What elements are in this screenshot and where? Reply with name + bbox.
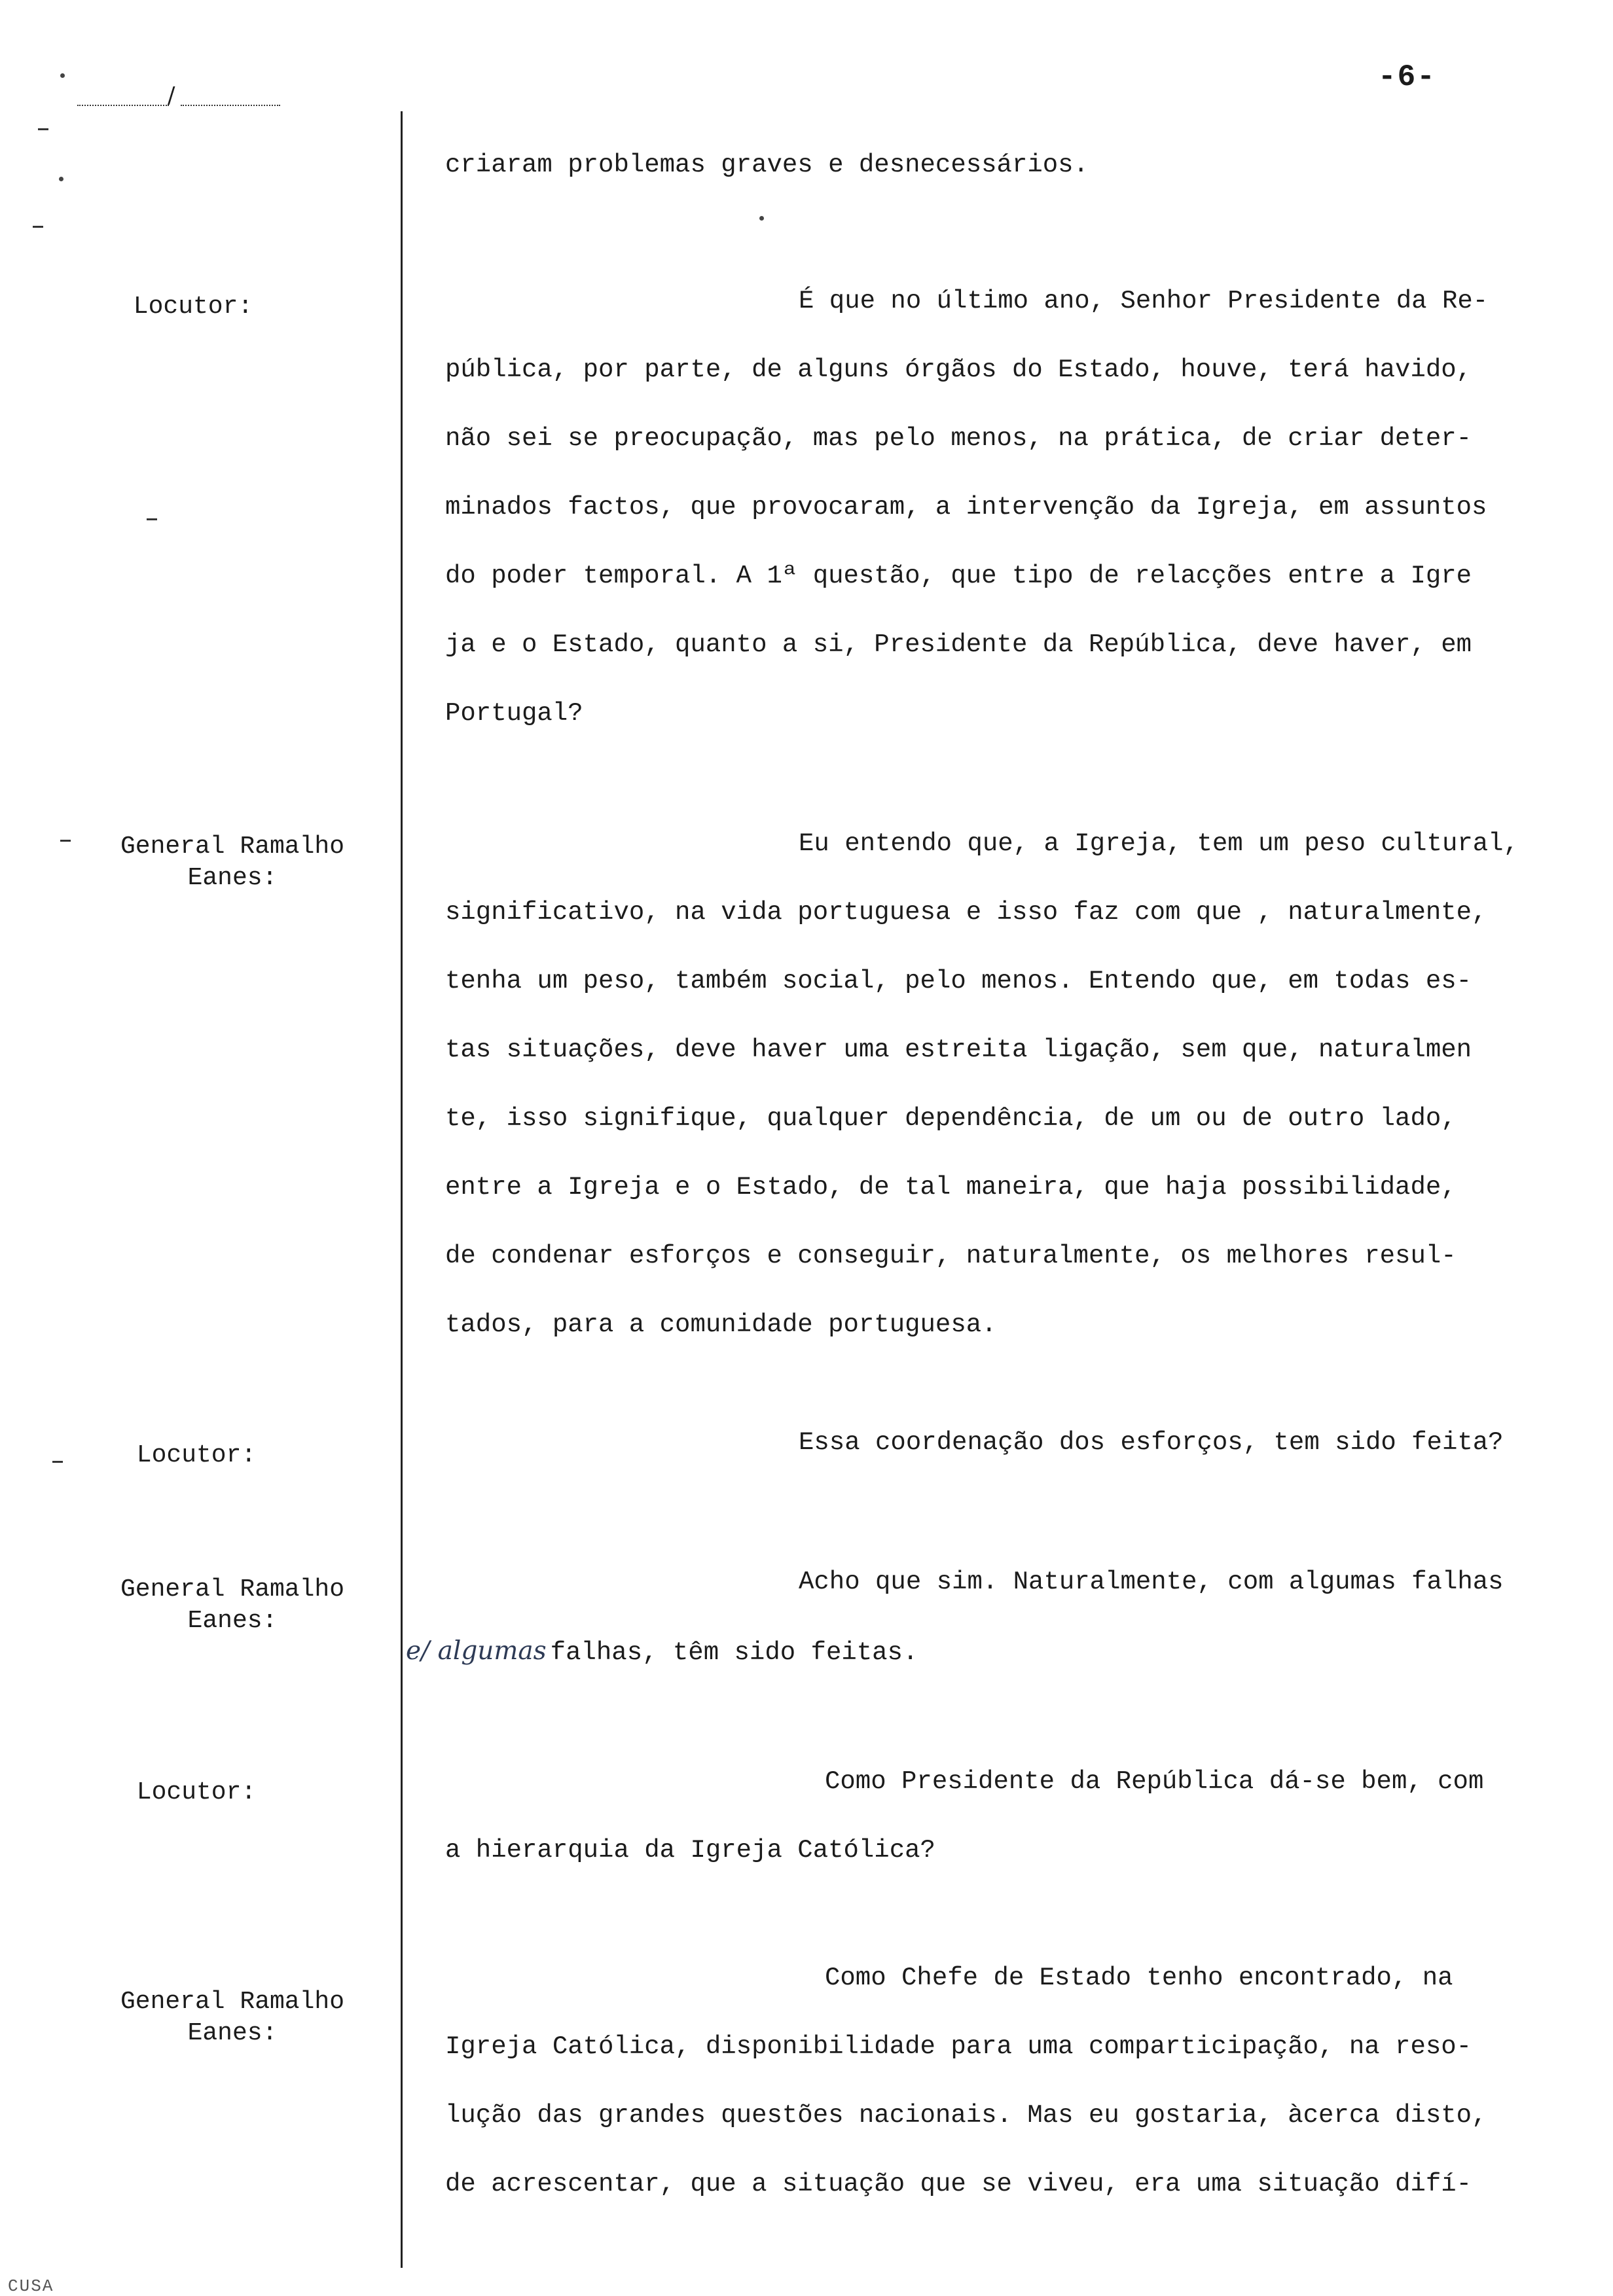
text-line: criaram problemas graves e desnecessários.: [445, 151, 1089, 179]
transcript-paragraph: [445, 1944, 1604, 2219]
transcript-paragraph: [445, 131, 1604, 200]
text-line: ja e o Estado, quanto a si, Presidente da República, deve haver, em: [445, 630, 1472, 659]
speaker-label: Locutor:: [136, 1778, 257, 1806]
text-line: a hierarquia da Igreja Católica?: [445, 1836, 935, 1865]
text-line: pública, por parte, de alguns órgãos do Estado, houve, terá havido,: [445, 355, 1472, 384]
scan-speck: [52, 1461, 63, 1463]
speaker-label: Locutor:: [133, 293, 253, 321]
text-line: tados, para a comunidade portuguesa.: [445, 1310, 997, 1339]
text-line: Como Presidente da República dá-se bem, com: [825, 1767, 1484, 1796]
scan-speck: [38, 128, 48, 130]
text-line-content: falhas, têm sido feitas.: [550, 1638, 918, 1667]
transcript-paragraph: [445, 1408, 1604, 1477]
scan-speck: [33, 226, 43, 228]
transcript-paragraph: [406, 1548, 1604, 1685]
speaker-label: Locutor:: [136, 1441, 257, 1469]
text-line: do poder temporal. A 1ª questão, que tipo de relacções entre a Igre: [445, 562, 1472, 590]
transcript-paragraph: [445, 267, 1604, 748]
text-line: significativo, na vida portuguesa e isso faz com que , naturalmente,: [445, 898, 1487, 927]
speaker-label: General Ramalho Eanes:: [120, 1988, 345, 2047]
text-line: Essa coordenação dos esforços, tem sido feita?: [799, 1428, 1504, 1457]
text-line: de condenar esforços e conseguir, naturalmente, os melhores resul-: [445, 1242, 1457, 1270]
text-line: [406, 1617, 1604, 1685]
handwritten-insertion: e/ algumas: [406, 1636, 547, 1666]
page-number: -6-: [1378, 60, 1436, 94]
text-line: tas situações, deve haver uma estreita ligação, sem que, naturalmen: [445, 1035, 1472, 1064]
text-line: tenha um peso, também social, pelo menos. Entendo que, em todas es-: [445, 967, 1472, 996]
speaker-label: General Ramalho Eanes:: [120, 833, 345, 892]
text-line: não sei se preocupação, mas pelo menos, na prática, de criar deter-: [445, 424, 1472, 453]
text-line: Igreja Católica, disponibilidade para uma comparticipação, na reso-: [445, 2032, 1472, 2061]
speaker-label: General Ramalho Eanes:: [120, 1575, 345, 1635]
text-line: entre a Igreja e o Estado, de tal maneira, que haja possibilidade,: [445, 1173, 1457, 1202]
text-line: minados factos, que provocaram, a intervenção da Igreja, em assuntos: [445, 493, 1487, 522]
text-line: de acrescentar, que a situação que se viveu, era uma situação difí-: [445, 2170, 1472, 2198]
text-line: Acho que sim. Naturalmente, com algumas falhas: [799, 1568, 1504, 1596]
scan-speck: [59, 177, 63, 181]
text-line: lução das grandes questões nacionais. Mas eu gostaria, àcerca disto,: [445, 2101, 1487, 2130]
text-line: te, isso signifique, qualquer dependência, de um ou de outro lado,: [445, 1104, 1457, 1133]
scan-speck: [60, 840, 71, 842]
bottom-edge-text: CUSA: [8, 2276, 54, 2296]
text-line: Como Chefe de Estado tenho encontrado, na: [825, 1964, 1453, 1992]
scan-speck: [60, 73, 65, 78]
dotted-rule: [181, 105, 280, 106]
corner-slash: /: [168, 82, 175, 109]
text-line: Eu entendo que, a Igreja, tem um peso cultural,: [799, 829, 1519, 858]
scan-speck: [759, 216, 764, 221]
transcript-paragraph: [445, 1748, 1604, 1885]
text-line: É que no último ano, Senhor Presidente da Re-: [799, 287, 1489, 315]
dotted-rule: [77, 105, 169, 106]
margin-rule: [401, 111, 403, 2268]
text-line: Portugal?: [445, 699, 583, 728]
transcript-paragraph: [445, 810, 1604, 1359]
scan-speck: [147, 518, 157, 520]
